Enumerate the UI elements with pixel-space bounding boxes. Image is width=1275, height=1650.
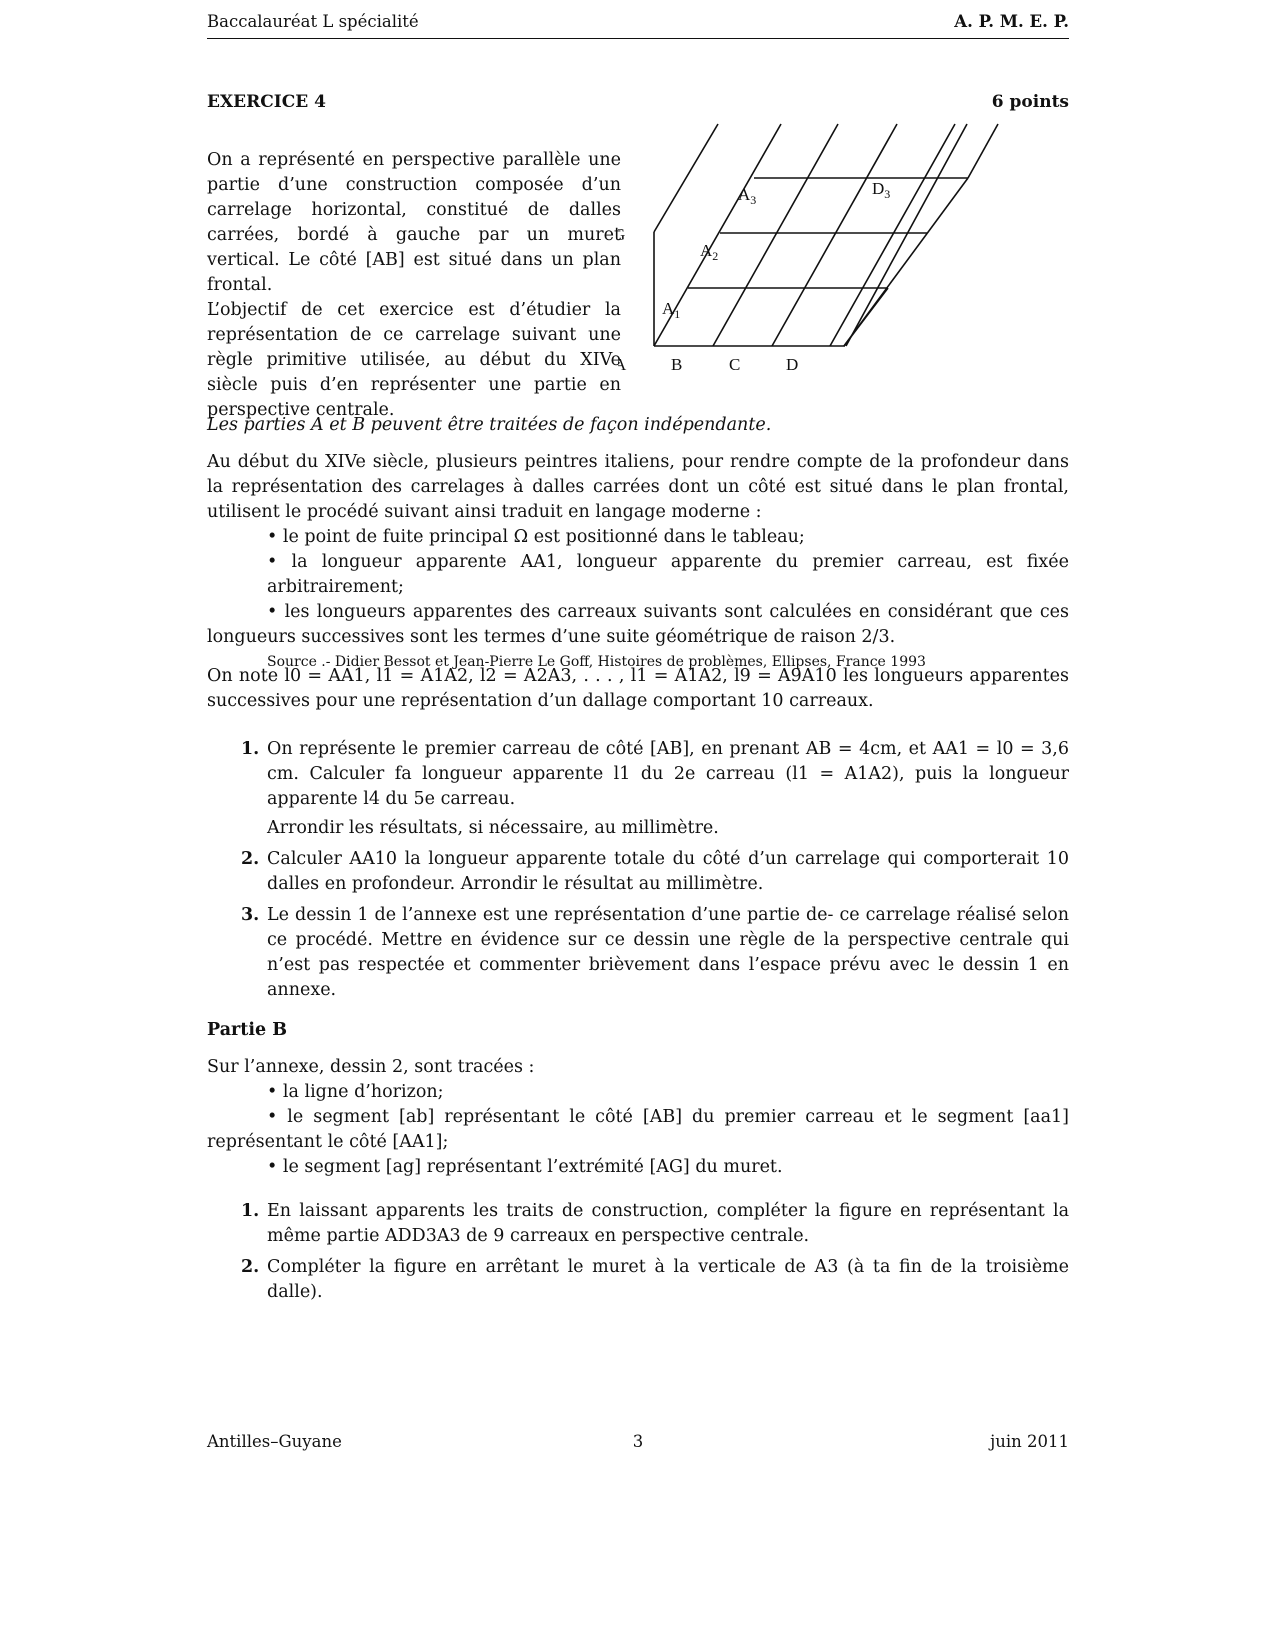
parts-note: Les parties A et B peuvent être traitées de façon indépendante. <box>207 415 772 435</box>
source-citation: Source .- Didier Bessot et Jean-Pierre Le Goff, Histoires de problèmes, Ellipses, France 1993 <box>267 654 926 670</box>
part-a-bullet-1: • le point de fuite principal Ω est positionné dans le tableau; <box>267 527 805 547</box>
part-a-questions <box>207 737 1069 1009</box>
right-border-ext <box>968 124 998 178</box>
part-b-bullet-2: • le segment [ab] représentant le côté [AB] du premier carreau et le segment [aa1] représentant le côté [AA1]; <box>207 1107 1069 1152</box>
exercise-points: 6 points <box>991 92 1069 112</box>
running-header <box>207 12 1069 39</box>
label-B: B <box>671 355 683 374</box>
intro-paragraph-2: L’objectif de cet exercice est d’étudier la représentation de ce carrelage suivant une règle primitive utilisée, au début du XIVe siècle puis d’en représenter une partie en perspective centrale. <box>207 300 621 420</box>
label-A1: $A_1$ <box>662 299 681 321</box>
part-b-intro-block <box>207 1055 1069 1180</box>
part-a-question-1 <box>207 737 1069 841</box>
part-b-questions <box>207 1199 1069 1311</box>
part-a-intro-block <box>207 450 1069 675</box>
page-number: 3 <box>632 1432 644 1451</box>
wall-top-edge <box>654 124 718 232</box>
perspective-figure <box>618 118 1058 397</box>
question-text: Le dessin 1 de l’annexe est une représentation d’une partie de- ce carrelage réalisé selon ce procédé. Mettre en évidence sur ce dessin une règle de la perspective centrale qui n’est pas respectée et commenter brièvement dans l’espace prévu avec le dessin 1 en annexe. <box>267 905 1069 1000</box>
part-b-bullet-3: • le segment [ag] représentant l’extrémité [AG] du muret. <box>267 1157 783 1177</box>
question-text: Calculer AA10 la longueur apparente totale du côté d’un carrelage qui comporterait 10 dalles en profondeur. Arrondir le résultat au millimètre. <box>267 849 1069 894</box>
label-D: D <box>786 355 799 374</box>
header-right: A. P. M. E. P. <box>954 12 1069 31</box>
question-text: On représente le premier carreau de côté [AB], en prenant AB = 4cm, et AA1 = l0 = 3,6 cm. Calculer fa longueur apparente l1 du 2e carreau (l1 = A1A2), puis la longueur apparente l4 du 5e carreau. <box>267 739 1069 809</box>
question-text: En laissant apparents les traits de construction, compléter la figure en représentant la même partie ADD3A3 de 9 carreaux en perspective centrale. <box>267 1201 1069 1246</box>
label-D3: $D_3$ <box>872 179 891 201</box>
exercise-title: EXERCICE 4 <box>207 92 326 112</box>
part-a-bullet-3: • les longueurs apparentes des carreaux suivants sont calculées en considérant que ces longueurs successives sont les termes d’une suite géométrique de raison 2/3. <box>207 602 1069 647</box>
right-border <box>844 178 968 346</box>
part-b-question-2 <box>207 1255 1069 1305</box>
question-number: 1. <box>241 739 260 759</box>
label-C: C <box>729 355 741 374</box>
intro-paragraph-1: On a représenté en perspective parallèle une partie d’une construction composée d’un carrelage horizontal, constitué de dalles carrées, bordé à gauche par un muret vertical. Le côté [AB] est situé dans un plan frontal. <box>207 150 621 295</box>
footer-left: Antilles–Guyane <box>207 1432 342 1451</box>
header-left: Baccalauréat L spécialité <box>207 12 419 31</box>
question-extra: Arrondir les résultats, si nécessaire, au millimètre. <box>267 818 719 838</box>
receding-line-b <box>713 124 838 346</box>
part-b-title: Partie B <box>207 1020 287 1040</box>
part-a-question-2 <box>207 847 1069 897</box>
part-b-question-1 <box>207 1199 1069 1249</box>
receding-line-c <box>772 124 897 346</box>
footer-right: juin 2011 <box>990 1432 1069 1451</box>
part-a-bullet-2: • la longueur apparente AA1, longueur apparente du premier carreau, est fixée arbitrairement; <box>267 552 1069 597</box>
part-a-intro: Au début du XIVe siècle, plusieurs peintres italiens, pour rendre compte de la profondeur dans la représentation des carrelages à dalles carrées dont un côté est situé dans le plan frontal, utilisent le procédé suivant ainsi traduit en langage moderne : <box>207 452 1069 522</box>
part-b-bullet-1: • la ligne d’horizon; <box>267 1082 444 1102</box>
notation-paragraph: On note l0 = AA1, l1 = A1A2, l2 = A2A3, . . . , l1 = A1A2, l9 = A9A10 les longueurs apparentes successives pour une représentation d’un dallage comportant 10 carreaux. <box>207 666 1069 711</box>
question-number: 2. <box>241 849 260 869</box>
question-text: Compléter la figure en arrêtant le muret à la verticale de A3 (à ta fin de la troisième dalle). <box>267 1257 1069 1302</box>
receding-line-e <box>846 124 967 346</box>
part-b-intro: Sur l’annexe, dessin 2, sont tracées : <box>207 1057 535 1077</box>
question-number: 1. <box>241 1201 260 1221</box>
receding-line-d <box>830 124 955 346</box>
label-A2: $A_2$ <box>700 241 719 263</box>
label-A: A <box>618 355 627 374</box>
label-G: G <box>618 225 626 244</box>
question-number: 2. <box>241 1257 260 1277</box>
part-a-question-3 <box>207 903 1069 1003</box>
tiling-diagram <box>618 118 1058 393</box>
label-A3: $A_3$ <box>738 185 757 207</box>
intro-text <box>207 148 621 423</box>
question-number: 3. <box>241 905 260 925</box>
